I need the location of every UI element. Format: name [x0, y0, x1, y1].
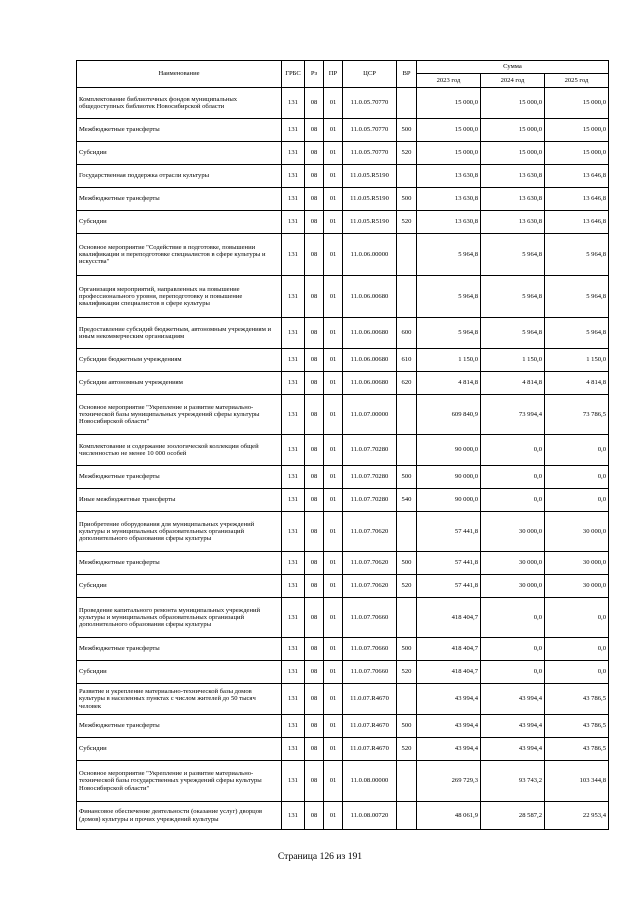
row-sum-2025: 30 000,0	[545, 575, 609, 598]
row-sum-2023: 43 994,4	[417, 738, 481, 761]
row-sum-2025: 103 344,8	[545, 761, 609, 802]
table-row	[77, 435, 609, 466]
row-sum-2023: 418 404,7	[417, 661, 481, 684]
table-row	[77, 489, 609, 512]
row-rz: 08	[305, 165, 324, 188]
row-rz: 08	[305, 234, 324, 276]
row-sum-2024: 0,0	[481, 466, 545, 489]
row-sum-2024: 0,0	[481, 435, 545, 466]
row-grbs: 131	[282, 466, 305, 489]
row-sum-2023: 43 994,4	[417, 715, 481, 738]
row-grbs: 131	[282, 88, 305, 119]
row-name: Проведение капитального ремонта муниципальных учреждений культуры и муниципальных образовательных организаций дополнительного образования сферы культуры	[77, 598, 282, 638]
row-sum-2023: 57 441,8	[417, 552, 481, 575]
row-sum-2024: 30 000,0	[481, 575, 545, 598]
row-grbs: 131	[282, 395, 305, 435]
row-vr	[397, 761, 417, 802]
row-grbs: 131	[282, 761, 305, 802]
row-name: Приобретение оборудования для муниципальных учреждений культуры и муниципальных образовательных организаций дополнительного образования сферы культуры	[77, 512, 282, 552]
row-sum-2023: 43 994,4	[417, 684, 481, 715]
row-sum-2024: 13 630,8	[481, 188, 545, 211]
row-pr: 01	[324, 661, 343, 684]
row-sum-2025: 5 964,8	[545, 318, 609, 349]
budget-sheet	[76, 60, 608, 830]
row-grbs: 131	[282, 318, 305, 349]
row-pr: 01	[324, 395, 343, 435]
row-sum-2025: 0,0	[545, 661, 609, 684]
row-pr: 01	[324, 512, 343, 552]
row-name: Организация мероприятий, направленных на повышение профессионального уровня, переподготовку и повышение квалификации специалистов в сфере культуры	[77, 276, 282, 318]
table-row	[77, 715, 609, 738]
row-csr: 11.0.07.70620	[343, 552, 397, 575]
row-pr: 01	[324, 165, 343, 188]
row-sum-2025: 13 646,8	[545, 211, 609, 234]
row-pr: 01	[324, 119, 343, 142]
row-rz: 08	[305, 802, 324, 830]
header-year-2023: 2023 год	[417, 74, 481, 88]
row-sum-2023: 5 964,8	[417, 318, 481, 349]
row-grbs: 131	[282, 512, 305, 552]
row-sum-2024: 13 630,8	[481, 165, 545, 188]
row-rz: 08	[305, 552, 324, 575]
row-csr: 11.0.08.00720	[343, 802, 397, 830]
row-sum-2024: 15 000,0	[481, 142, 545, 165]
row-name: Межбюджетные трансферты	[77, 552, 282, 575]
table-row	[77, 372, 609, 395]
table-row	[77, 234, 609, 276]
table-row	[77, 802, 609, 830]
row-sum-2024: 30 000,0	[481, 512, 545, 552]
row-name: Иные межбюджетные трансферты	[77, 489, 282, 512]
row-sum-2025: 0,0	[545, 489, 609, 512]
row-pr: 01	[324, 234, 343, 276]
row-grbs: 131	[282, 165, 305, 188]
row-csr: 11.0.06.00000	[343, 234, 397, 276]
row-csr: 11.0.07.R4670	[343, 738, 397, 761]
row-vr	[397, 276, 417, 318]
row-pr: 01	[324, 552, 343, 575]
row-pr: 01	[324, 638, 343, 661]
row-pr: 01	[324, 466, 343, 489]
row-rz: 08	[305, 761, 324, 802]
row-rz: 08	[305, 211, 324, 234]
row-vr	[397, 512, 417, 552]
row-csr: 11.0.07.70660	[343, 598, 397, 638]
table-row	[77, 188, 609, 211]
row-pr: 01	[324, 684, 343, 715]
row-sum-2023: 5 964,8	[417, 276, 481, 318]
row-vr	[397, 802, 417, 830]
row-name: Комплектование и содержание зоологической коллекции общей численностью не менее 10 000 особей	[77, 435, 282, 466]
row-name: Развитие и укрепление материально-технической базы домов культуры в населенных пунктах с числом жителей до 50 тысяч человек	[77, 684, 282, 715]
row-sum-2023: 57 441,8	[417, 575, 481, 598]
row-sum-2025: 13 646,8	[545, 188, 609, 211]
row-rz: 08	[305, 372, 324, 395]
row-vr: 500	[397, 466, 417, 489]
header-year-2025: 2025 год	[545, 74, 609, 88]
row-name: Субсидии	[77, 142, 282, 165]
row-sum-2024: 93 743,2	[481, 761, 545, 802]
row-vr: 500	[397, 638, 417, 661]
row-sum-2023: 418 404,7	[417, 598, 481, 638]
row-name: Межбюджетные трансферты	[77, 188, 282, 211]
row-sum-2024: 13 630,8	[481, 211, 545, 234]
row-pr: 01	[324, 142, 343, 165]
row-vr	[397, 165, 417, 188]
row-sum-2024: 28 587,2	[481, 802, 545, 830]
table-row	[77, 575, 609, 598]
row-name: Межбюджетные трансферты	[77, 638, 282, 661]
row-name: Межбюджетные трансферты	[77, 119, 282, 142]
header-pr: ПР	[324, 61, 343, 88]
row-csr: 11.0.07.70280	[343, 489, 397, 512]
row-rz: 08	[305, 435, 324, 466]
row-sum-2023: 15 000,0	[417, 142, 481, 165]
row-sum-2025: 30 000,0	[545, 552, 609, 575]
row-csr: 11.0.07.70620	[343, 512, 397, 552]
row-vr: 540	[397, 489, 417, 512]
row-rz: 08	[305, 349, 324, 372]
row-csr: 11.0.07.R4670	[343, 715, 397, 738]
header-name: Наименование	[77, 61, 282, 88]
row-sum-2025: 15 000,0	[545, 88, 609, 119]
row-sum-2023: 13 630,8	[417, 188, 481, 211]
row-sum-2024: 4 814,8	[481, 372, 545, 395]
row-vr	[397, 684, 417, 715]
row-rz: 08	[305, 575, 324, 598]
row-grbs: 131	[282, 234, 305, 276]
row-sum-2025: 43 786,5	[545, 738, 609, 761]
row-sum-2023: 4 814,8	[417, 372, 481, 395]
row-grbs: 131	[282, 552, 305, 575]
row-rz: 08	[305, 661, 324, 684]
row-name: Субсидии бюджетным учреждениям	[77, 349, 282, 372]
row-sum-2025: 4 814,8	[545, 372, 609, 395]
row-sum-2023: 269 729,3	[417, 761, 481, 802]
row-sum-2023: 48 061,9	[417, 802, 481, 830]
row-grbs: 131	[282, 684, 305, 715]
row-sum-2023: 15 000,0	[417, 119, 481, 142]
row-sum-2023: 5 964,8	[417, 234, 481, 276]
table-row	[77, 761, 609, 802]
row-sum-2023: 13 630,8	[417, 165, 481, 188]
row-sum-2024: 1 150,0	[481, 349, 545, 372]
row-sum-2025: 43 786,5	[545, 684, 609, 715]
row-sum-2025: 5 964,8	[545, 234, 609, 276]
row-csr: 11.0.07.70280	[343, 435, 397, 466]
row-pr: 01	[324, 802, 343, 830]
row-sum-2024: 43 994,4	[481, 715, 545, 738]
row-rz: 08	[305, 598, 324, 638]
row-rz: 08	[305, 276, 324, 318]
row-sum-2023: 57 441,8	[417, 512, 481, 552]
page-number: Страница 126 из 191	[277, 851, 363, 862]
row-name: Субсидии автономным учреждениям	[77, 372, 282, 395]
row-grbs: 131	[282, 715, 305, 738]
row-vr	[397, 234, 417, 276]
table-row	[77, 598, 609, 638]
row-csr: 11.0.05.70770	[343, 142, 397, 165]
row-sum-2025: 5 964,8	[545, 276, 609, 318]
row-name: Межбюджетные трансферты	[77, 715, 282, 738]
row-vr: 500	[397, 715, 417, 738]
row-sum-2023: 15 000,0	[417, 88, 481, 119]
row-sum-2025: 15 000,0	[545, 119, 609, 142]
row-pr: 01	[324, 372, 343, 395]
row-sum-2023: 13 630,8	[417, 211, 481, 234]
row-pr: 01	[324, 715, 343, 738]
row-rz: 08	[305, 188, 324, 211]
row-sum-2025: 15 000,0	[545, 142, 609, 165]
row-sum-2025: 43 786,5	[545, 715, 609, 738]
row-rz: 08	[305, 715, 324, 738]
row-grbs: 131	[282, 638, 305, 661]
row-vr	[397, 435, 417, 466]
row-name: Государственная поддержка отрасли культуры	[77, 165, 282, 188]
row-rz: 08	[305, 489, 324, 512]
table-row	[77, 276, 609, 318]
row-pr: 01	[324, 276, 343, 318]
table-row	[77, 395, 609, 435]
row-rz: 08	[305, 466, 324, 489]
row-sum-2025: 13 646,8	[545, 165, 609, 188]
row-name: Предоставление субсидий бюджетным, автономным учреждениям и иным некоммерческим организациям	[77, 318, 282, 349]
table-row	[77, 119, 609, 142]
row-vr: 520	[397, 142, 417, 165]
row-csr: 11.0.07.70620	[343, 575, 397, 598]
row-csr: 11.0.07.70280	[343, 466, 397, 489]
table-row	[77, 552, 609, 575]
row-pr: 01	[324, 761, 343, 802]
row-csr: 11.0.05.70770	[343, 88, 397, 119]
row-vr: 500	[397, 119, 417, 142]
row-grbs: 131	[282, 598, 305, 638]
row-grbs: 131	[282, 119, 305, 142]
row-vr: 500	[397, 188, 417, 211]
row-rz: 08	[305, 318, 324, 349]
row-name: Основное мероприятие "Укрепление и развитие материально-технической базы государственных учреждений сферы культуры Новосибирской области"	[77, 761, 282, 802]
row-pr: 01	[324, 575, 343, 598]
row-vr: 520	[397, 661, 417, 684]
row-sum-2024: 0,0	[481, 661, 545, 684]
row-rz: 08	[305, 142, 324, 165]
row-pr: 01	[324, 188, 343, 211]
row-rz: 08	[305, 395, 324, 435]
budget-table	[76, 60, 609, 830]
row-pr: 01	[324, 489, 343, 512]
table-row	[77, 661, 609, 684]
header-grbs: ГРБС	[282, 61, 305, 88]
table-body	[77, 88, 609, 830]
row-pr: 01	[324, 738, 343, 761]
row-csr: 11.0.06.00680	[343, 276, 397, 318]
table-row	[77, 211, 609, 234]
row-grbs: 131	[282, 489, 305, 512]
row-rz: 08	[305, 638, 324, 661]
row-sum-2025: 73 786,5	[545, 395, 609, 435]
row-csr: 11.0.05.70770	[343, 119, 397, 142]
header-year-2024: 2024 год	[481, 74, 545, 88]
row-rz: 08	[305, 512, 324, 552]
row-name: Основное мероприятие "Содействие в подготовке, повышении квалификации и переподготовке специалистов в сфере культуры и искусства"	[77, 234, 282, 276]
header-sum: Сумма	[417, 61, 609, 74]
row-grbs: 131	[282, 575, 305, 598]
row-csr: 11.0.05.R5190	[343, 165, 397, 188]
header-vr: ВР	[397, 61, 417, 88]
row-grbs: 131	[282, 349, 305, 372]
row-grbs: 131	[282, 372, 305, 395]
row-sum-2025: 22 953,4	[545, 802, 609, 830]
row-name: Субсидии	[77, 211, 282, 234]
row-csr: 11.0.05.R5190	[343, 188, 397, 211]
row-sum-2025: 0,0	[545, 598, 609, 638]
row-name: Основное мероприятие "Укрепление и развитие материально-технической базы муниципальных учреждений сферы культуры Новосибирской области"	[77, 395, 282, 435]
row-sum-2024: 43 994,4	[481, 684, 545, 715]
row-pr: 01	[324, 88, 343, 119]
row-sum-2024: 15 000,0	[481, 88, 545, 119]
row-sum-2024: 30 000,0	[481, 552, 545, 575]
row-vr	[397, 88, 417, 119]
table-row	[77, 738, 609, 761]
row-csr: 11.0.07.R4670	[343, 684, 397, 715]
row-vr: 610	[397, 349, 417, 372]
row-vr: 520	[397, 211, 417, 234]
row-sum-2024: 0,0	[481, 489, 545, 512]
row-sum-2023: 90 000,0	[417, 466, 481, 489]
row-sum-2024: 43 994,4	[481, 738, 545, 761]
row-name: Субсидии	[77, 738, 282, 761]
header-csr: ЦСР	[343, 61, 397, 88]
row-csr: 11.0.07.00000	[343, 395, 397, 435]
row-vr: 620	[397, 372, 417, 395]
table-row	[77, 165, 609, 188]
row-vr	[397, 395, 417, 435]
row-rz: 08	[305, 88, 324, 119]
row-csr: 11.0.06.00680	[343, 349, 397, 372]
table-row	[77, 512, 609, 552]
row-sum-2024: 73 994,4	[481, 395, 545, 435]
row-sum-2025: 0,0	[545, 435, 609, 466]
table-row	[77, 88, 609, 119]
table-row	[77, 638, 609, 661]
table-row	[77, 684, 609, 715]
header-rz: Рз	[305, 61, 324, 88]
row-vr: 520	[397, 575, 417, 598]
row-sum-2025: 0,0	[545, 638, 609, 661]
row-csr: 11.0.06.00680	[343, 372, 397, 395]
row-sum-2025: 0,0	[545, 466, 609, 489]
row-grbs: 131	[282, 738, 305, 761]
row-vr: 500	[397, 552, 417, 575]
row-sum-2023: 90 000,0	[417, 489, 481, 512]
row-name: Субсидии	[77, 575, 282, 598]
row-sum-2025: 30 000,0	[545, 512, 609, 552]
row-name: Межбюджетные трансферты	[77, 466, 282, 489]
table-row	[77, 349, 609, 372]
row-sum-2024: 5 964,8	[481, 234, 545, 276]
row-grbs: 131	[282, 276, 305, 318]
row-grbs: 131	[282, 661, 305, 684]
row-rz: 08	[305, 119, 324, 142]
row-grbs: 131	[282, 211, 305, 234]
row-csr: 11.0.05.R5190	[343, 211, 397, 234]
row-grbs: 131	[282, 142, 305, 165]
row-grbs: 131	[282, 802, 305, 830]
row-sum-2024: 0,0	[481, 638, 545, 661]
row-pr: 01	[324, 318, 343, 349]
row-pr: 01	[324, 435, 343, 466]
row-sum-2023: 609 840,9	[417, 395, 481, 435]
table-row	[77, 142, 609, 165]
row-rz: 08	[305, 684, 324, 715]
row-vr	[397, 598, 417, 638]
row-grbs: 131	[282, 188, 305, 211]
row-sum-2024: 0,0	[481, 598, 545, 638]
row-sum-2024: 5 964,8	[481, 276, 545, 318]
table-row	[77, 466, 609, 489]
row-sum-2024: 15 000,0	[481, 119, 545, 142]
row-vr: 600	[397, 318, 417, 349]
row-vr: 520	[397, 738, 417, 761]
table-row	[77, 318, 609, 349]
row-pr: 01	[324, 349, 343, 372]
row-sum-2023: 418 404,7	[417, 638, 481, 661]
row-csr: 11.0.06.00680	[343, 318, 397, 349]
row-rz: 08	[305, 738, 324, 761]
row-csr: 11.0.07.70660	[343, 661, 397, 684]
row-name: Субсидии	[77, 661, 282, 684]
row-pr: 01	[324, 211, 343, 234]
row-csr: 11.0.07.70660	[343, 638, 397, 661]
row-sum-2023: 90 000,0	[417, 435, 481, 466]
row-pr: 01	[324, 598, 343, 638]
row-grbs: 131	[282, 435, 305, 466]
row-sum-2024: 5 964,8	[481, 318, 545, 349]
row-csr: 11.0.08.00000	[343, 761, 397, 802]
row-sum-2025: 1 150,0	[545, 349, 609, 372]
row-sum-2023: 1 150,0	[417, 349, 481, 372]
row-name: Комплектование библиотечных фондов муниципальных общедоступных библиотек Новосибирской области	[77, 88, 282, 119]
row-name: Финансовое обеспечение деятельности (оказание услуг) дворцов (домов) культуры и прочих учреждений культуры	[77, 802, 282, 830]
